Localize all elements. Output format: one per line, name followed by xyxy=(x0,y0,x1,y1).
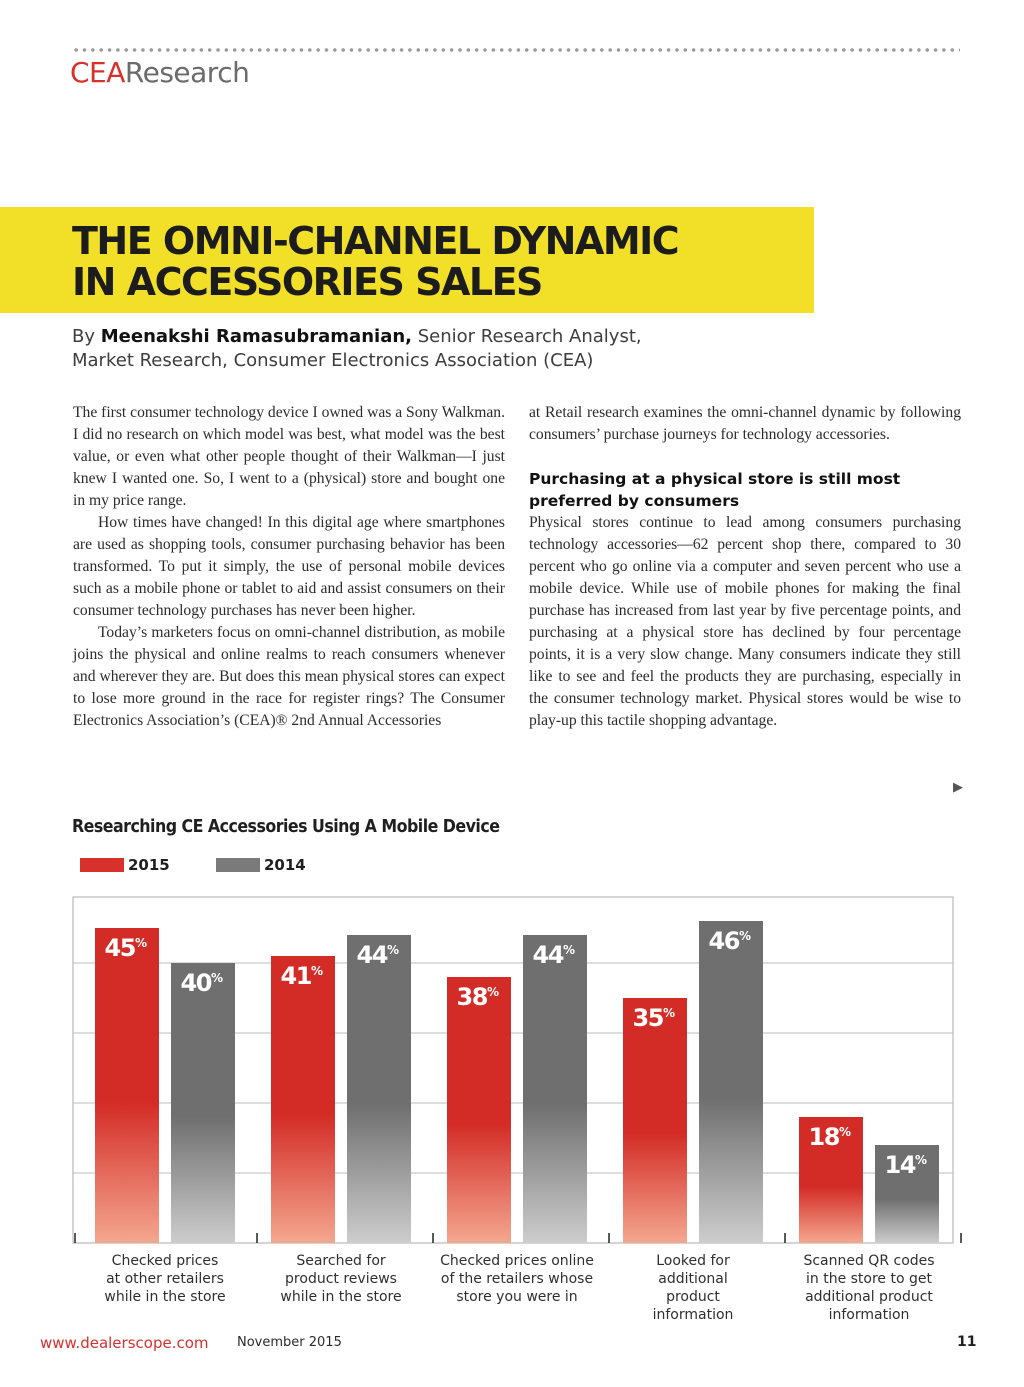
title-line-2: IN ACCESSORIES SALES xyxy=(72,260,542,304)
paragraph: The first consumer technology device I owned was a Sony Walkman. I did no research on which model was best, what model was the best value, or even what other people thought of their Walkman—I just knew I wanted one. So, I went to a (physical) store and bought one in my price range. xyxy=(73,404,505,509)
bar-2015-3 xyxy=(447,977,511,1243)
data-label-2014-4: 46% xyxy=(708,927,750,955)
author-role: Senior Research Analyst, xyxy=(412,326,642,347)
x-tick-label: Checked prices online of the retailers whose store you were in xyxy=(440,1253,594,1305)
bar-2015-2 xyxy=(271,956,335,1243)
x-tick-label: Checked prices at other retailers while in the store xyxy=(104,1253,226,1305)
bar-2015-1 xyxy=(95,928,159,1243)
bar-2015-4 xyxy=(623,998,687,1243)
data-label-2015-4: 35% xyxy=(632,1004,674,1032)
chart-title: Researching CE Accessories Using A Mobile Device xyxy=(72,816,500,837)
continue-arrow-icon: ▶ xyxy=(953,780,963,795)
paragraph: Physical stores continue to lead among consumers purchasing technology accessories—62 percent shop there, compared to 30 percent who go online via a computer and seven percent who use a mobile device. While use of mobile phones for making the final purchase has increased from last year by five percentage points, and purchasing at a physical store has declined by four percentage points, it is a very slow change. Many consumers indicate they still like to see and feel the products they are purchasing, especially in the consumer technology market. Physical stores would be wise to play-up this tactile shopping advantage. xyxy=(529,514,961,729)
paragraph: How times have changed! In this digital age where smartphones are used as shopping tools, consumer purchasing behavior has been transformed. To put it simply, the use of personal mobile devices such as a mobile phone or tablet to aid and assist consumers on their consumer technology purchases has never been higher. xyxy=(73,514,505,619)
bar-2014-1 xyxy=(171,963,235,1243)
data-label-2015-2: 41% xyxy=(280,962,322,990)
footer-date: November 2015 xyxy=(237,1335,342,1350)
section-subhead: Purchasing at a physical store is still most preferred by consumers xyxy=(529,470,901,510)
byline: By Meenakshi Ramasubramanian, Senior Research Analyst, Market Research, Consumer Electronics Association (CEA) xyxy=(72,326,642,371)
data-label-2015-5: 18% xyxy=(808,1123,850,1151)
page-number: 11 xyxy=(957,1334,977,1350)
author-org: Market Research, Consumer Electronics Association (CEA) xyxy=(72,350,594,371)
data-label-2014-1: 40% xyxy=(180,969,222,997)
author-name: Meenakshi Ramasubramanian, xyxy=(100,326,412,347)
paragraph: at Retail research examines the omni-channel dynamic by following consumers’ purchase journeys for technology accessories. xyxy=(529,404,961,443)
footer-url[interactable]: www.dealerscope.com xyxy=(40,1334,209,1352)
bar-2014-4 xyxy=(699,921,763,1243)
data-label-2014-5: 14% xyxy=(884,1151,926,1179)
data-label-2014-2: 44% xyxy=(356,941,398,969)
legend-label-2014: 2014 xyxy=(264,856,306,874)
paragraph: Today’s marketers focus on omni-channel distribution, as mobile joins the physical and online realms to reach consumers whenever and wherever they are. But does this mean physical stores can expect to lose more ground in the race for register rings? The Consumer Electronics Association’s (CEA)® 2nd Annual Accessories xyxy=(73,624,505,729)
data-label-2015-3: 38% xyxy=(456,983,498,1011)
bar-2014-2 xyxy=(347,935,411,1243)
bar-2014-3 xyxy=(523,935,587,1243)
x-tick-label: Looked for additional product information xyxy=(652,1253,734,1323)
x-tick-label: Searched for product reviews while in the store xyxy=(280,1253,402,1305)
x-tick-label: Scanned QR codes in the store to get additional product information xyxy=(803,1253,935,1323)
legend-label-2015: 2015 xyxy=(128,856,170,874)
data-label-2014-3: 44% xyxy=(532,941,574,969)
section-brand: CEAResearch xyxy=(70,56,250,89)
title-line-1: THE OMNI-CHANNEL DYNAMIC xyxy=(72,219,679,263)
data-label-2015-1: 45% xyxy=(104,934,146,962)
